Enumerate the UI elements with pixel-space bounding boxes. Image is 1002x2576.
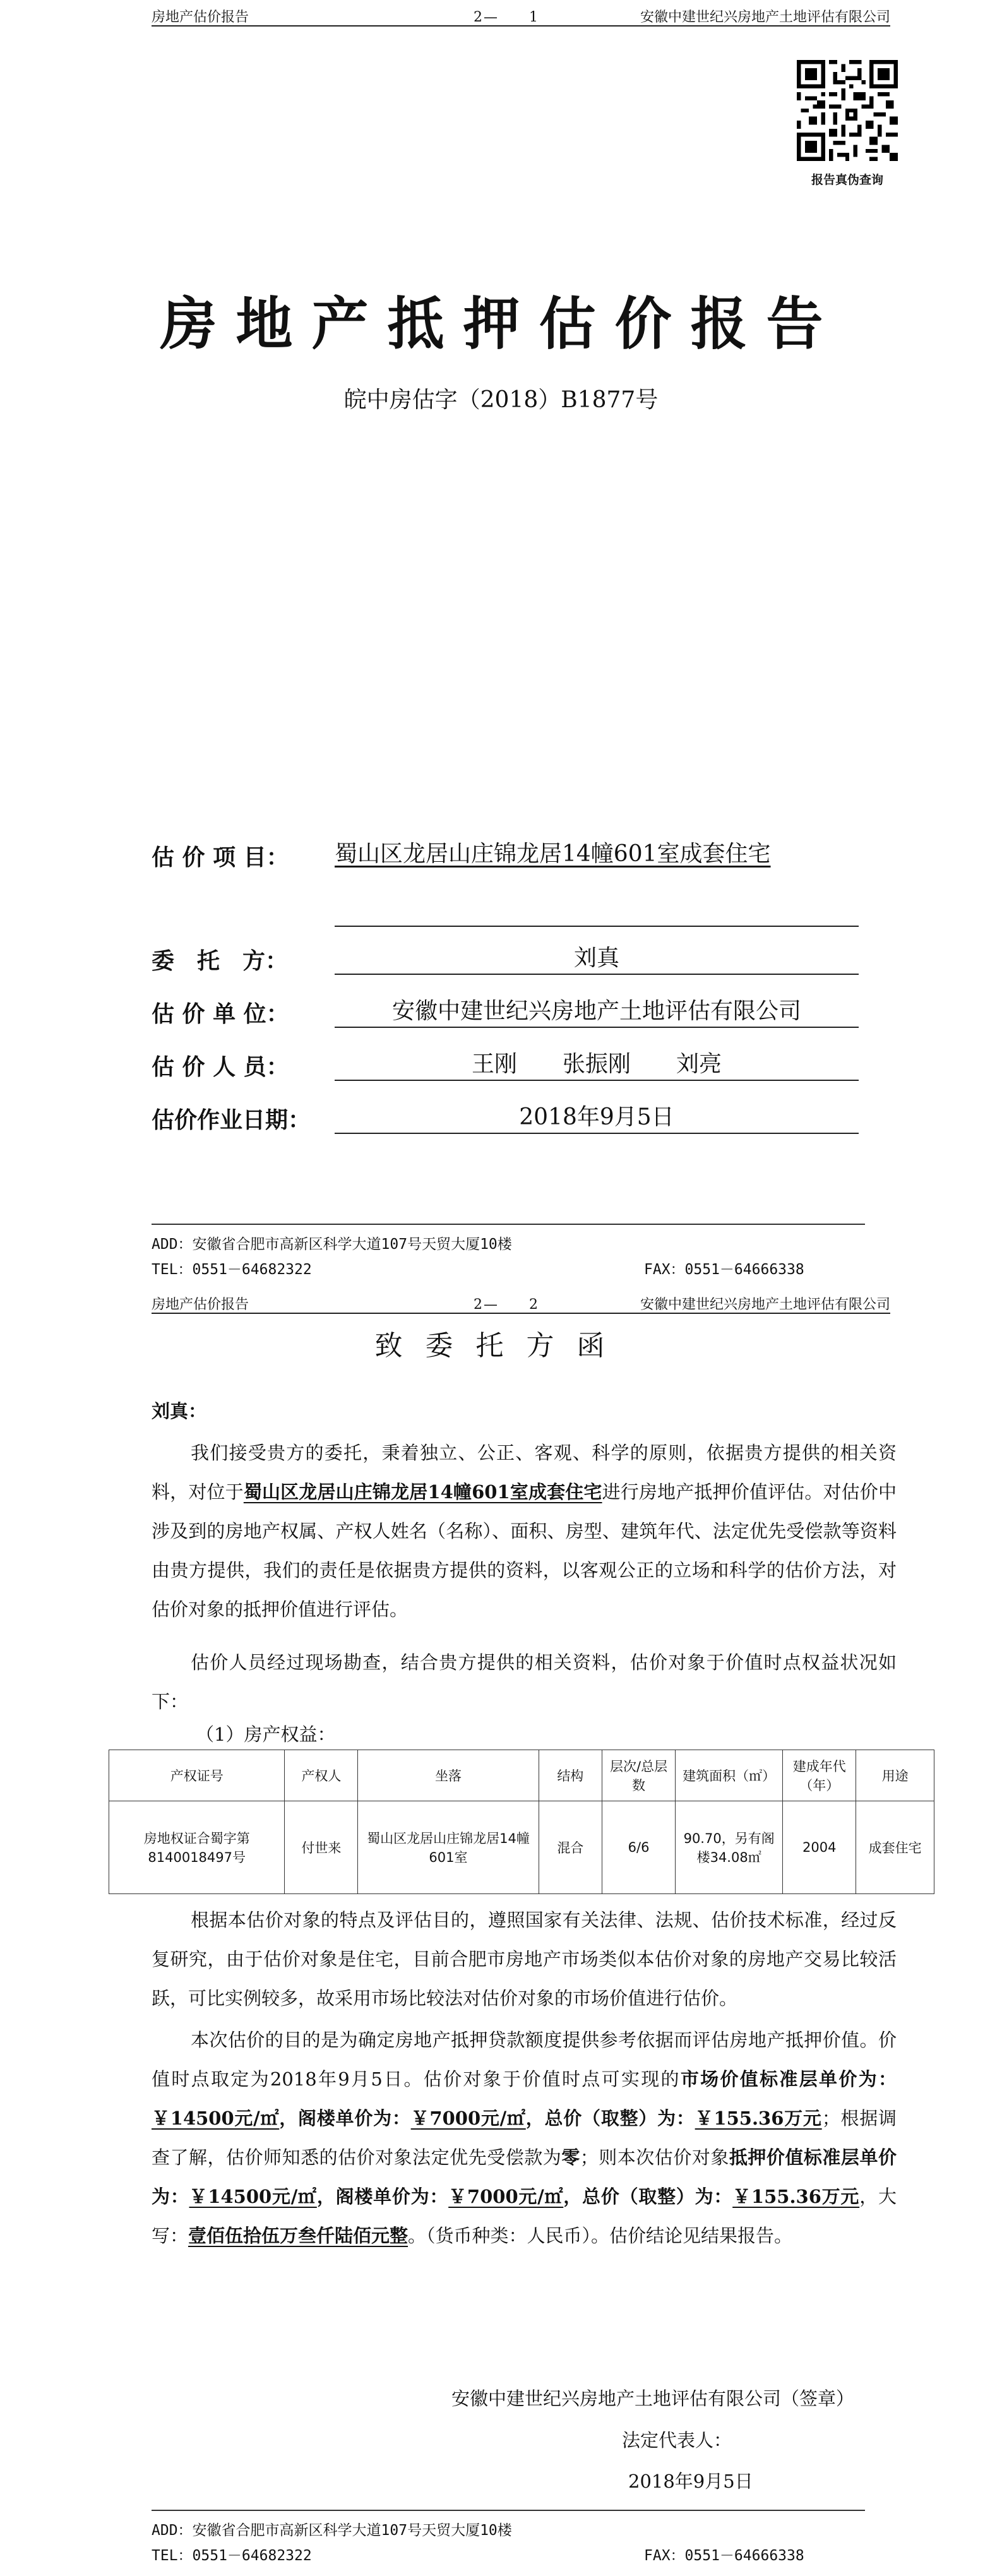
property-rights-table [109,1750,934,1894]
qr-caption: 报告真伪查询 [811,173,883,187]
paragraph-method: 根据本估价对象的特点及评估目的，遵照国家有关法律、法规、估价技术标准，经过反复研究，由于估价对象是住宅，目前合肥市房地产市场类似本估价对象的房地产交易比较活跃，可比实例较多，故采用市场比较法对估价对象的市场价值进行估价。 [152,1909,897,2009]
table-cell: 成套住宅 [856,1801,934,1894]
rights-label: （1）房产权益： [196,1724,336,1745]
table-row [109,1801,934,1894]
column-header: 坐落 [358,1750,539,1801]
page-footer [152,2510,865,2564]
field-underline [335,926,859,927]
table-cell: 付世来 [285,1801,358,1894]
paragraph-inspection: 估价人员经过现场勘查，结合贵方提供的相关资料，估价对象于价值时点权益状况如下： [152,1652,897,1712]
field-value: 蜀山区龙居山庄锦龙居14幢601室成套住宅 [335,841,771,867]
table-cell: 2004 [783,1801,856,1894]
market-total-price: ￥155.36万元 [695,2108,822,2129]
page-marker: 2— 1 [474,9,539,25]
column-header: 结构 [539,1750,602,1801]
footer-tel: TEL：0551－64682322 [152,2548,312,2564]
signature-date: 2018年9月5日 [628,2471,753,2492]
company-signature: 安徽中建世纪兴房地产土地评估有限公司（签章） [451,2388,855,2409]
field-value: 王刚 张振刚 刘亮 [335,1049,859,1081]
table-cell: 混合 [539,1801,602,1894]
column-header: 产权人 [285,1750,358,1801]
header-right: 安徽中建世纪兴房地产土地评估有限公司 [640,1297,890,1313]
field-label: 估 价 项 目： [152,844,289,871]
header-left: 房地产估价报告 [152,1297,249,1313]
mortgage-total-price: ￥155.36万元 [732,2186,860,2207]
qr-code[interactable] [797,60,898,161]
field-label: 估 价 人 员： [152,1054,289,1080]
market-attic-price: ￥7000元/㎡ [410,2108,526,2129]
table-cell: 6/6 [602,1801,676,1894]
header-left: 房地产估价报告 [152,9,249,25]
column-header: 建筑面积（㎡） [676,1750,783,1801]
page-header [152,1291,890,1314]
page-footer [152,1224,865,1278]
field-value: 2018年9月5日 [335,1102,859,1134]
letter-title: 致委托方函 [374,1330,628,1362]
field-value: 安徽中建世纪兴房地产土地评估有限公司 [335,996,859,1028]
footer-fax: FAX：0551－64666338 [644,1261,804,1278]
salutation: 刘真： [152,1400,207,1422]
footer-tel: TEL：0551－64682322 [152,1261,312,1278]
mortgage-attic-price: ￥7000元/㎡ [448,2186,564,2207]
header-right: 安徽中建世纪兴房地产土地评估有限公司 [640,9,890,25]
field-value: 刘真 [335,943,859,975]
amount-in-words: 壹佰伍拾伍万叁仟陆佰元整 [188,2225,409,2246]
paragraph-conclusion: 本次估价的目的是为确定房地产抵押贷款额度提供参考依据而评估房地产抵押价值。价值时点取定为2018年9月5日。估价对象于价值时点可实现的市场价值标准层单价为：￥14500元/㎡，阁楼单价为：￥7000元/㎡，总价（取整）为：￥155.36万元；根据调查了解，估价师知悉的估价对象法定优先受偿款为零；则本次估价对象抵押价值标准层单价为：￥14500元/㎡，阁楼单价为：￥7000元/㎡，总价（取整）为：￥155.36万元，大写：壹佰伍拾伍万叁仟陆佰元整。（货币种类：人民币）。估价结论见结果报告。 [152,2029,897,2246]
field-label: 估 价 单 位： [152,1001,289,1027]
field-label: 估价作业日期： [152,1107,311,1133]
page-marker: 2— 2 [474,1297,539,1313]
table-cell: 90.70，另有阁楼34.08㎡ [676,1801,783,1894]
column-header: 层次/总层数 [602,1750,676,1801]
legal-representative: 法定代表人： [622,2430,732,2451]
field-label: 委 托 方： [152,948,289,974]
column-header: 用途 [856,1750,934,1801]
footer-address: ADD：安徽省合肥市高新区科学大道107号天贸大厦10楼 [152,2522,512,2539]
table-header-row [109,1750,934,1801]
column-header: 产权证号 [109,1750,285,1801]
table-cell: 房地权证合蜀字第8140018497号 [109,1801,285,1894]
market-unit-price: ￥14500元/㎡ [152,2108,280,2129]
report-title: 房地产抵押估价报告 [160,290,842,357]
table-cell: 蜀山区龙居山庄锦龙居14幢601室 [358,1801,539,1894]
column-header: 建成年代（年） [783,1750,856,1801]
report-number: 皖中房估字（2018）B1877号 [343,387,659,413]
page-header [152,4,890,27]
footer-address: ADD：安徽省合肥市高新区科学大道107号天贸大厦10楼 [152,1236,512,1253]
mortgage-unit-price: ￥14500元/㎡ [189,2186,317,2207]
footer-fax: FAX：0551－64666338 [644,2548,804,2564]
property-address: 蜀山区龙居山庄锦龙居14幢601室成套住宅 [243,1481,602,1503]
paragraph-intro: 我们接受贵方的委托，秉着独立、公正、客观、科学的原则，依据贵方提供的相关资料，对位于蜀山区龙居山庄锦龙居14幢601室成套住宅进行房地产抵押价值评估。对估价中涉及到的房地产权属、产权人姓名（名称）、面积、房型、建筑年代、法定优先受偿款等资料由贵方提供，我们的责任是依据贵方提供的资料，以客观公正的立场和科学的估价方法，对估价对象的抵押价值进行评估。 [152,1442,897,1620]
